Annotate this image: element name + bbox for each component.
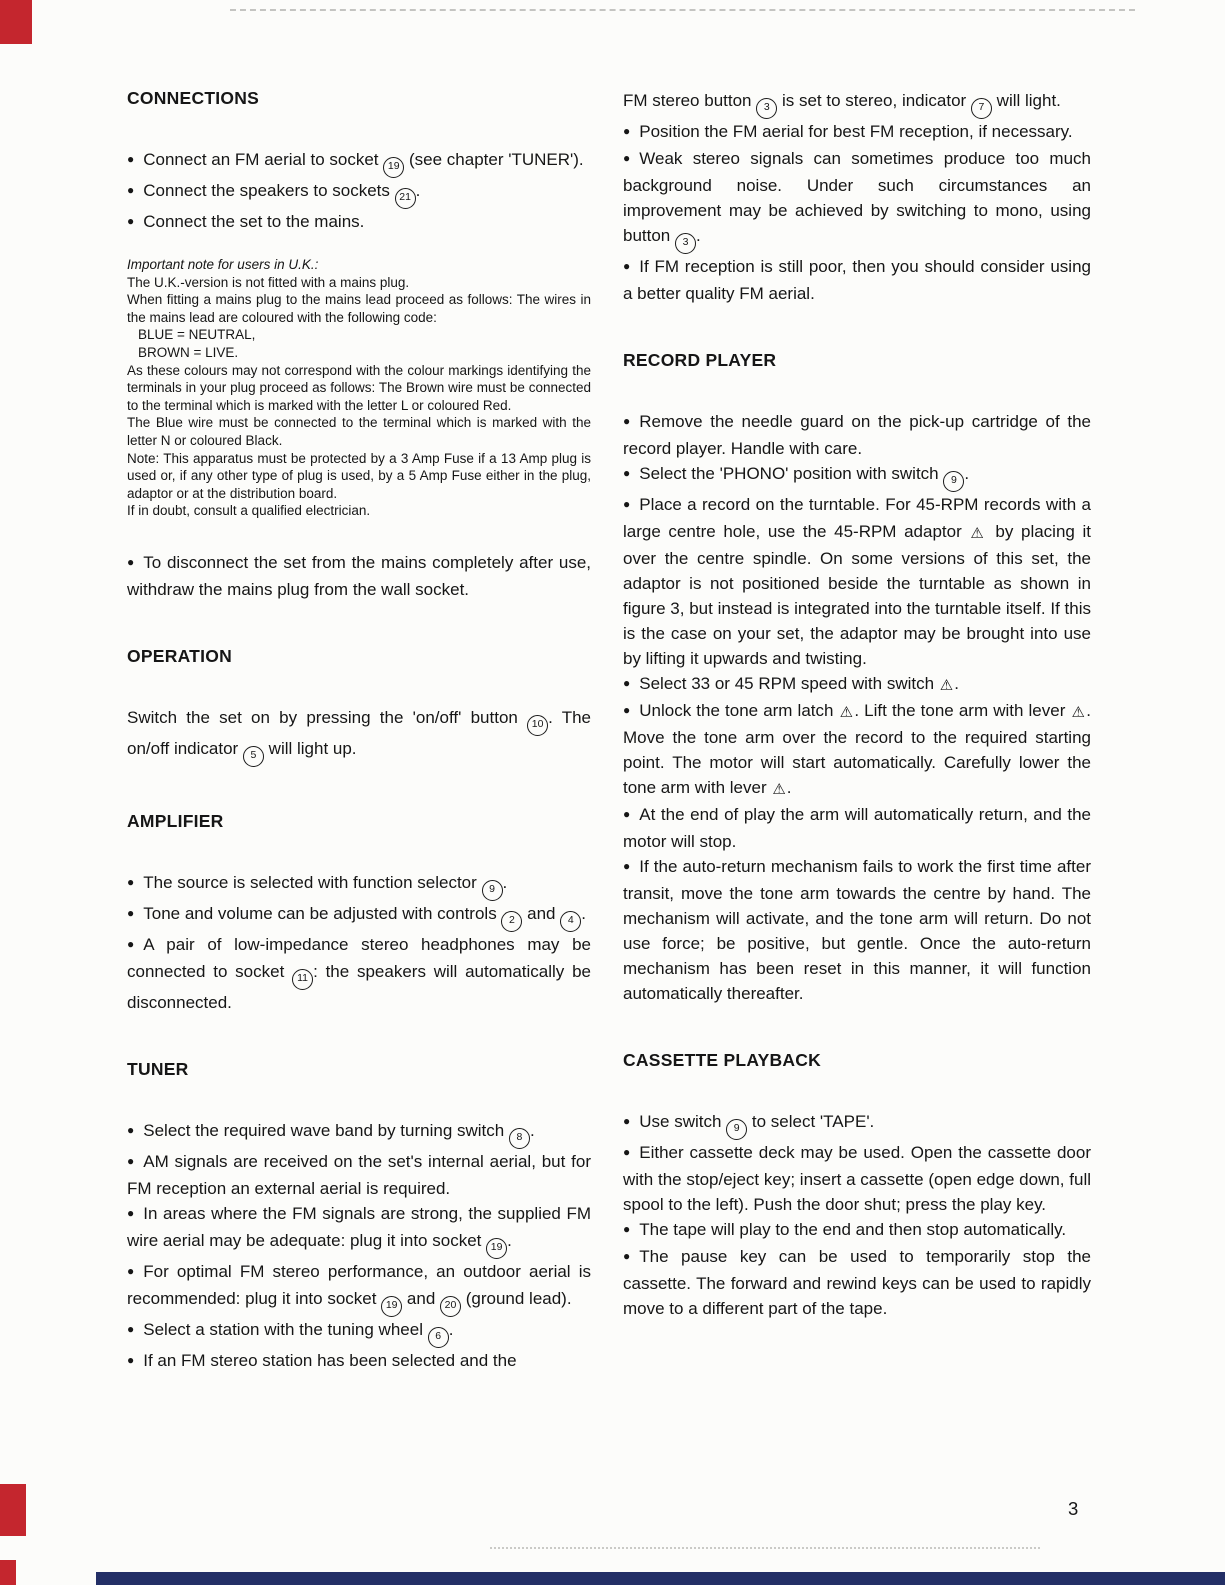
bullet-icon: ● — [127, 214, 135, 228]
circled-ref: 8 — [509, 1128, 530, 1149]
circled-ref: 6 — [428, 1327, 449, 1348]
scan-artifact-bottom-edge — [490, 1547, 1040, 1549]
bullet-item — [623, 146, 1091, 254]
text-column-right — [623, 88, 1091, 1321]
bullet-item — [623, 409, 1091, 461]
warning-triangle-icon: ⚠ — [1071, 704, 1086, 721]
bullet-item — [127, 178, 591, 209]
bullet-text: Select 33 or 45 RPM speed with switch ⚠. — [639, 674, 959, 694]
bullet-text: Connect the set to the mains. — [143, 212, 365, 231]
bullet-item — [623, 802, 1091, 854]
bullet-text: Remove the needle guard on the pick-up cartridge of the record player. Handle with care. — [623, 412, 1091, 458]
note-line: Important note for users in U.K.: — [127, 257, 319, 272]
bullet-icon: ● — [623, 414, 631, 428]
bullet-text: The pause key can be used to temporarily stop the cassette. The forward and rewind keys can be used to rapidly move to a different part of the tape. — [623, 1247, 1091, 1318]
bullet-item — [623, 492, 1091, 671]
bullet-text: A pair of low-impedance stereo headphones may be connected to socket 11 : the speakers will automatically be disconnected. — [127, 934, 591, 1012]
bullet-icon: ● — [127, 183, 135, 197]
bullet-text: To disconnect the set from the mains completely after use, withdraw the mains plug from the wall socket. — [127, 552, 591, 599]
bullet-text: Connect the speakers to sockets 21 . — [143, 181, 420, 200]
section-heading: RECORD PLAYER — [623, 350, 777, 370]
bullet-item — [127, 1118, 591, 1149]
section-heading: AMPLIFIER — [127, 810, 224, 831]
bullet-item — [127, 901, 591, 932]
note-line: As these colours may not correspond with the colour markings identifying the terminals in your plug proceed as follows: The Brown wire must be connected to the terminal which is marked with the letter L or coloured Red. — [127, 362, 591, 413]
warning-triangle-icon: ⚠ — [939, 677, 954, 694]
bullet-text: The source is selected with function selector 9 . — [143, 873, 507, 892]
bullet-text: Select the 'PHONO' position with switch 9 . — [639, 464, 969, 483]
note-line: When fitting a mains plug to the mains lead proceed as follows: The wires in the mains lead are coloured with the following code: — [127, 292, 591, 325]
circled-ref: 2 — [501, 911, 522, 932]
section-heading: OPERATION — [127, 645, 232, 666]
text-column-left — [127, 88, 591, 1375]
warning-triangle-icon: ⚠ — [839, 704, 854, 721]
bullet-icon: ● — [623, 1249, 631, 1263]
bullet-icon: ● — [623, 807, 631, 821]
bullet-icon: ● — [127, 1263, 135, 1278]
circled-ref: 20 — [440, 1296, 461, 1317]
section-heading: CONNECTIONS — [127, 88, 260, 108]
note-line: The U.K.-version is not fitted with a mains plug. — [127, 274, 410, 290]
circled-ref: 11 — [292, 969, 313, 990]
warning-triangle-icon: ⚠ — [772, 781, 786, 798]
bullet-item — [127, 147, 591, 178]
bullet-text: If an FM stereo station has been selected and the — [143, 1350, 517, 1370]
scan-artifact-red-corner — [0, 1560, 16, 1585]
circled-ref: 3 — [675, 233, 696, 254]
bullet-icon: ● — [127, 905, 135, 920]
circled-ref: 10 — [527, 715, 548, 736]
bullet-item — [623, 254, 1091, 306]
scan-artifact-red-bottom-left — [0, 1484, 26, 1536]
warning-triangle-icon: ⚠ — [970, 525, 987, 542]
circled-ref: 9 — [482, 880, 503, 901]
bullet-icon: ● — [127, 1122, 135, 1137]
bullet-icon: ● — [623, 1222, 631, 1236]
circled-ref: 9 — [943, 471, 964, 492]
bullet-icon: ● — [127, 1153, 135, 1168]
bullet-text: If FM reception is still poor, then you should consider using a better quality FM aerial. — [623, 257, 1091, 303]
bullet-text: At the end of play the arm will automatically return, and the motor will stop. — [623, 805, 1091, 851]
circled-ref: 21 — [395, 188, 416, 209]
bullet-text: Either cassette deck may be used. Open the cassette door with the stop/eject key; insert a cassette (open edge down, full spool to the left). Push the door shut; press the play key. — [623, 1143, 1091, 1214]
bullet-text: Select a station with the tuning wheel 6 . — [143, 1320, 453, 1339]
circled-ref: 19 — [381, 1296, 402, 1317]
bullet-text: AM signals are received on the set's internal aerial, but for FM reception an external aerial is required. — [127, 1151, 591, 1198]
bullet-item — [623, 1244, 1091, 1321]
page-number: 3 — [1068, 1498, 1079, 1519]
bullet-item — [623, 698, 1091, 802]
bullet-item — [127, 1201, 591, 1259]
bullet-icon: ● — [623, 259, 631, 273]
note-line: The Blue wire must be connected to the terminal which is marked with the letter N or coloured Black. — [127, 415, 591, 448]
note-line: BROWN = LIVE. — [138, 344, 239, 360]
section-heading: CASSETTE PLAYBACK — [623, 1050, 822, 1070]
bullet-item — [623, 119, 1091, 146]
circled-ref: 4 — [560, 911, 581, 932]
bullet-text: Use switch 9 to select 'TAPE'. — [639, 1112, 874, 1131]
circled-ref: 9 — [726, 1119, 747, 1140]
scan-artifact-footer-bar — [96, 1572, 1225, 1585]
bullet-text: Place a record on the turntable. For 45-RPM records with a large centre hole, use the 45-RPM adaptor ⚠ by placing it over the centre spindle. On some versions of this set, the adaptor is not positioned beside the turntable as shown in figure 3, but instead is integrated into the turntable itself. If this is the case on your set, the adaptor may be brought into use by lifting it upwards and twisting. — [623, 495, 1091, 668]
fine-print-note — [127, 256, 591, 520]
note-line: Note: This apparatus must be protected by a 3 Amp Fuse if a 13 Amp plug is used or, if any other type of plug is used, by a 5 Amp Fuse either in the plug, adaptor or at the distribution board. — [127, 450, 591, 501]
bullet-item — [623, 1109, 1091, 1140]
bullet-text: Position the FM aerial for best FM reception, if necessary. — [639, 122, 1073, 141]
bullet-item — [623, 671, 1091, 698]
bullet-icon: ● — [127, 936, 135, 951]
bullet-text: Connect an FM aerial to socket 19 (see chapter 'TUNER'). — [143, 150, 583, 169]
bullet-item — [127, 209, 591, 236]
bullet-icon: ● — [623, 1145, 631, 1159]
circled-ref: 7 — [971, 98, 992, 119]
bullet-icon: ● — [127, 1205, 135, 1220]
bullet-icon: ● — [623, 859, 631, 873]
bullet-item — [127, 1259, 591, 1317]
bullet-text: If the auto-return mechanism fails to work the first time after transit, move the tone arm towards the centre by hand. The mechanism will activate, and the tone arm will return. Do not use force; be positive, but gentle. Once the auto-return mechanism has been reset in this manner, it will function automatically thereafter. — [623, 857, 1091, 1003]
bullet-item — [623, 1140, 1091, 1217]
circled-ref: 19 — [486, 1238, 507, 1259]
paragraph: FM stereo button 3 is set to stereo, indicator 7 will light. — [623, 88, 1091, 119]
bullet-icon: ● — [623, 497, 631, 511]
bullet-text: For optimal FM stereo performance, an outdoor aerial is recommended: plug it into socket 19 and 20 (ground lead). — [127, 1262, 591, 1308]
bullet-icon: ● — [623, 1114, 631, 1128]
circled-ref: 3 — [756, 98, 777, 119]
paragraph: Switch the set on by pressing the 'on/off' button 10 . The on/off indicator 5 will light up. — [127, 705, 591, 767]
bullet-text: Unlock the tone arm latch ⚠. Lift the tone arm with lever ⚠. Move the tone arm over the record to the required starting point. The motor will start automatically. Carefully lower the tone arm with lever ⚠. — [623, 701, 1091, 798]
bullet-icon: ● — [127, 1352, 135, 1367]
bullet-icon: ● — [623, 151, 631, 165]
note-line: If in doubt, consult a qualified electrician. — [127, 503, 371, 519]
bullet-item — [127, 1348, 591, 1375]
bullet-text: In areas where the FM signals are strong, the supplied FM wire aerial may be adequate: plug it into socket 19 . — [127, 1204, 591, 1250]
bullet-text: Weak stereo signals can sometimes produce too much background noise. Under such circumstances an improvement may be achieved by switching to mono, using button 3 . — [623, 149, 1091, 245]
bullet-icon: ● — [127, 554, 135, 569]
bullet-item — [623, 461, 1091, 492]
bullet-icon: ● — [623, 466, 631, 480]
bullet-item — [623, 1217, 1091, 1244]
bullet-icon: ● — [127, 874, 135, 889]
bullet-text: Tone and volume can be adjusted with controls 2 and 4 . — [143, 904, 586, 923]
note-line: BLUE = NEUTRAL, — [138, 327, 256, 343]
bullet-text: Select the required wave band by turning switch 8 . — [143, 1121, 534, 1140]
bullet-icon: ● — [127, 1321, 135, 1336]
bullet-item — [127, 870, 591, 901]
bullet-item — [127, 1149, 591, 1201]
bullet-item — [127, 932, 591, 1015]
bullet-text: The tape will play to the end and then stop automatically. — [639, 1220, 1067, 1239]
bullet-item — [127, 550, 591, 602]
bullet-icon: ● — [623, 703, 631, 717]
bullet-icon: ● — [623, 676, 631, 690]
section-heading: TUNER — [127, 1058, 189, 1079]
bullet-icon: ● — [623, 124, 631, 138]
scan-artifact-red-top-left — [0, 0, 32, 44]
bullet-item — [623, 854, 1091, 1006]
bullet-item — [127, 1317, 591, 1348]
circled-ref: 19 — [383, 157, 404, 178]
bullet-icon: ● — [127, 152, 135, 166]
scan-artifact-top-edge — [230, 9, 1135, 11]
circled-ref: 5 — [243, 746, 264, 767]
